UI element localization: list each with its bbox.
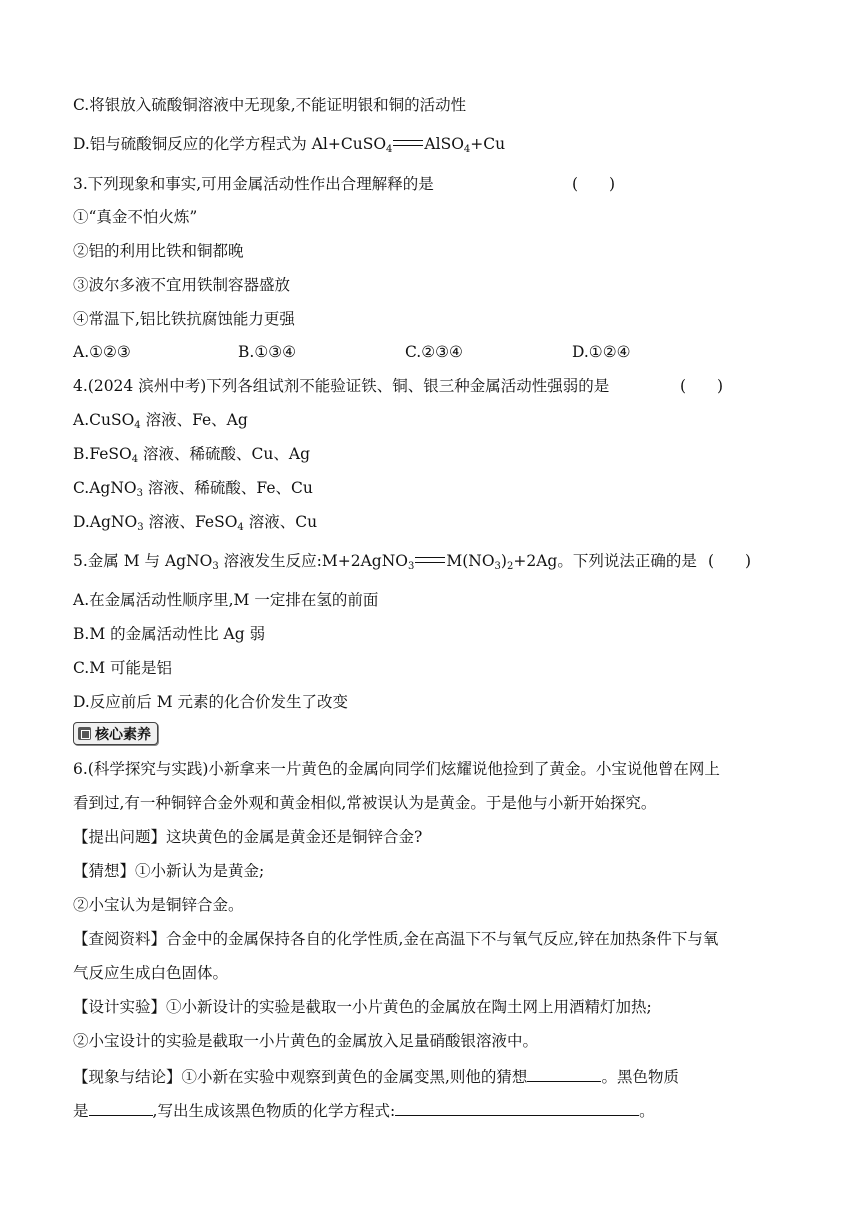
- q5-option-d: D.反应前后 M 元素的化合价发生了改变: [73, 693, 349, 711]
- q5-option-c: C.M 可能是铝: [73, 659, 173, 677]
- q4-answer-bracket: ( ): [680, 377, 724, 395]
- q6-line-2: 看到过,有一种铜锌合金外观和黄金相似,常被误认为是黄金。于是他与小新开始探究。: [73, 794, 657, 812]
- q6-line-1: 6.(科学探究与实践)小新拿来一片黄色的金属向同学们炫耀说他捡到了黄金。小宝说他曾在网上: [73, 760, 720, 778]
- q3-item-3: ③波尔多液不宜用铁制容器盛放: [73, 276, 291, 294]
- q4-option-c: C.AgNO$_3$ 溶液、稀硫酸、Fe、Cu: [73, 479, 313, 499]
- section-tag-label: 核心素养: [95, 726, 151, 743]
- q3-item-4: ④常温下,铝比铁抗腐蚀能力更强: [73, 310, 295, 328]
- cube-icon: [78, 727, 91, 740]
- q5-answer-bracket: ( ): [708, 552, 752, 570]
- q6-reference-1: 【查阅资料】合金中的金属保持各自的化学性质,金在高温下不与氧气反应,锌在加热条件下与氧: [73, 930, 719, 948]
- q4-stem: 4.(2024 滨州中考)下列各组试剂不能验证铁、铜、银三种金属活动性强弱的是: [73, 377, 610, 395]
- q6-hypothesis-1: 【猜想】①小新认为是黄金;: [73, 862, 265, 880]
- q6-conclusion-line-1: 【现象与结论】①小新在实验中观察到黄色的金属变黑,则他的猜想 。黑色物质: [73, 1065, 679, 1087]
- q5-stem: 5.金属 M 与 AgNO$_3$ 溶液发生反应:M+2AgNO$_3$ $M(NO_3)_2+2Ag$。下列说法正确的是: [73, 552, 697, 572]
- q5-option-b: B.M 的金属活动性比 Ag 弱: [73, 625, 266, 643]
- answer-blank-equation[interactable]: [395, 1099, 639, 1116]
- q6-hypothesis-2: ②小宝认为是铜锌合金。: [73, 896, 244, 914]
- q3-option-b: B.①③④: [238, 343, 297, 361]
- q5-option-a: A.在金属活动性顺序里,M 一定排在氢的前面: [73, 591, 379, 609]
- answer-blank-hypothesis[interactable]: [527, 1065, 601, 1082]
- q4-option-b: B.FeSO$_4$ 溶液、稀硫酸、Cu、Ag: [73, 445, 310, 465]
- q3-option-c: C.②③④: [405, 343, 463, 361]
- q3-option-a: A.①②③: [73, 343, 131, 361]
- q3-answer-bracket: ( ): [572, 175, 616, 193]
- answer-blank-black-substance[interactable]: [89, 1099, 153, 1116]
- q6-conclusion-line-2: 是 ,写出生成该黑色物质的化学方程式: 。: [73, 1099, 655, 1121]
- equals-sign: [415, 557, 445, 563]
- q3-item-1: ①“真金不怕火炼”: [73, 208, 198, 226]
- q6-design-1: 【设计实验】①小新设计的实验是截取一小片黄色的金属放在陶土网上用酒精灯加热;: [73, 998, 652, 1016]
- q6-design-2: ②小宝设计的实验是截取一小片黄色的金属放入足量硝酸银溶液中。: [73, 1032, 539, 1050]
- equals-sign: [393, 140, 423, 146]
- q2-option-d: D.铝与硫酸铜反应的化学方程式为 Al+CuSO$_4$ AlSO$_4$+Cu: [73, 135, 506, 155]
- q3-stem: 3.下列现象和事实,可用金属活动性作出合理解释的是: [73, 175, 434, 193]
- q3-item-2: ②铝的利用比铁和铜都晚: [73, 242, 244, 260]
- q3-option-d: D.①②④: [572, 343, 631, 361]
- q6-reference-2: 气反应生成白色固体。: [73, 964, 229, 982]
- q6-question-heading: 【提出问题】这块黄色的金属是黄金还是铜锌合金?: [73, 828, 423, 846]
- q2-option-c: C.将银放入硫酸铜溶液中无现象,不能证明银和铜的活动性: [73, 96, 467, 114]
- section-tag-core-literacy: [73, 722, 158, 745]
- q4-option-d: D.AgNO$_3$ 溶液、FeSO$_4$ 溶液、Cu: [73, 513, 318, 533]
- q4-option-a: A.CuSO$_4$ 溶液、Fe、Ag: [73, 411, 248, 431]
